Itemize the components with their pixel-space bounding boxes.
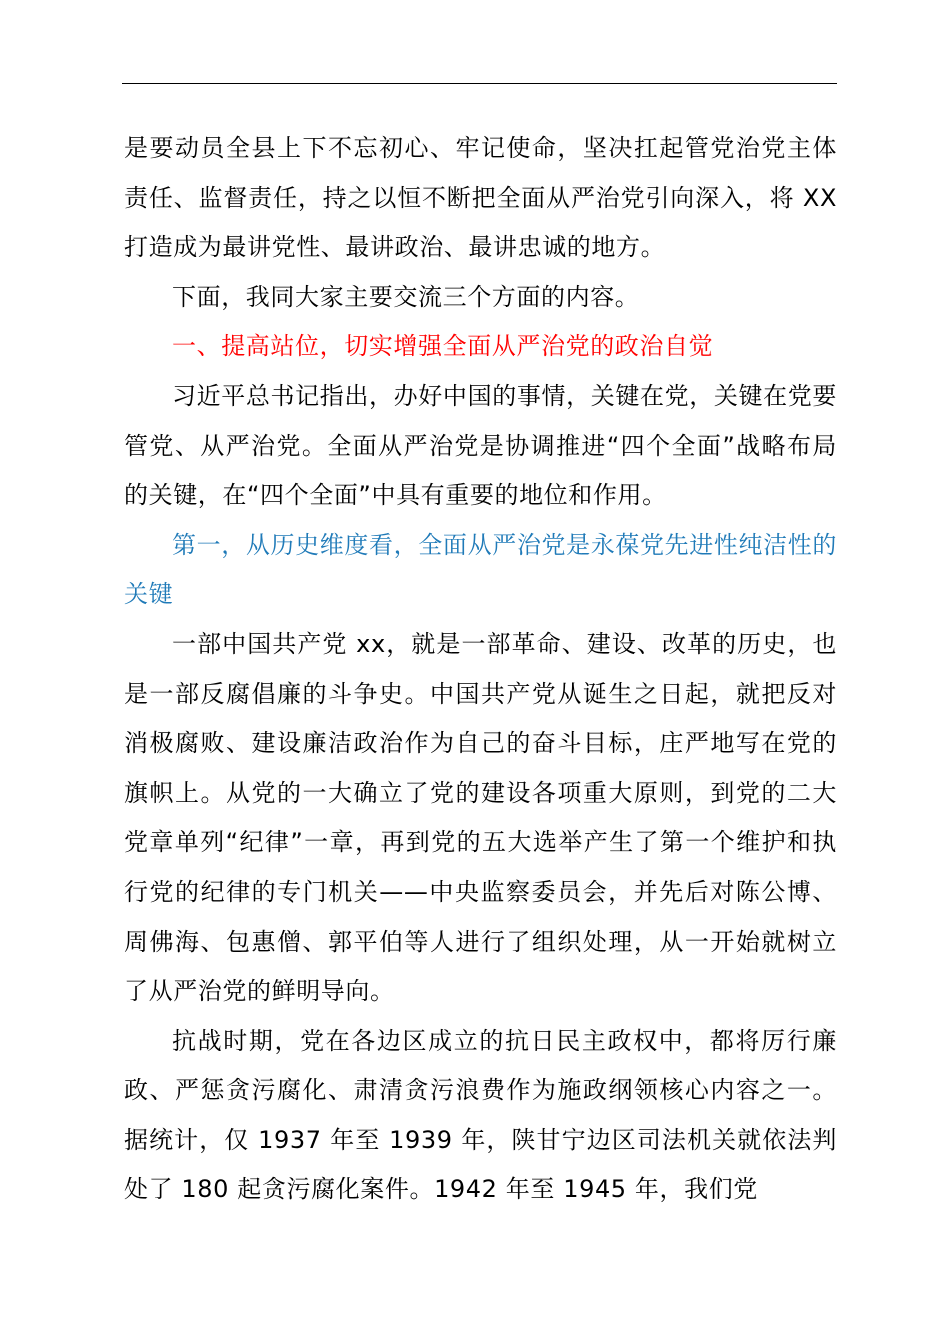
section-heading-1: 一、提高站位，切实增强全面从严治党的政治自觉 <box>172 332 714 361</box>
document-body <box>124 124 837 1215</box>
subsection-heading-1: 第一，从历史维度看，全面从严治党是永葆党先进性纯洁性的关键 <box>124 530 837 609</box>
paragraph-wartime: 抗战时期，党在各边区成立的抗日民主政权中，都将厉行廉政、严惩贪污腐化、肃清贪污浪费作为施政纲领核心内容之一。据统计，仅 1937 年至 1939 年，陕甘宁边区司法机关就依法判处了 180 起贪污腐化案件。1942 年至 1945 年，我们党 <box>124 1026 837 1204</box>
paragraph-continuation: 是要动员全县上下不忘初心、牢记使命，坚决扛起管党治党主体责任、监督责任，持之以恒不断把全面从严治党引向深入，将 XX 打造成为最讲党性、最讲政治、最讲忠诚的地方。 <box>124 134 837 262</box>
paragraph-quote: 习近平总书记指出，办好中国的事情，关键在党，关键在党要管党、从严治党。全面从严治党是协调推进“四个全面”战略布局的关键，在“四个全面”中具有重要的地位和作用。 <box>124 381 837 510</box>
paragraph-history: 一部中国共产党 xx，就是一部革命、建设、改革的历史，也是一部反腐倡廉的斗争史。中国共产党从诞生之日起，就把反对消极腐败、建设廉洁政治作为自己的奋斗目标，庄严地写在党的旗帜上。从党的一大确立了党的建设各项重大原则，到党的二大党章单列“纪律”一章，再到党的五大选举产生了第一个维护和执行党的纪律的专门机关——中央监察委员会，并先后对陈公博、周佛海、包惠僧、郭平伯等人进行了组织处理，从一开始就树立了从严治党的鲜明导向。 <box>124 629 837 1006</box>
paragraph-intro: 下面，我同大家主要交流三个方面的内容。 <box>172 282 640 311</box>
header-rule <box>122 83 837 84</box>
